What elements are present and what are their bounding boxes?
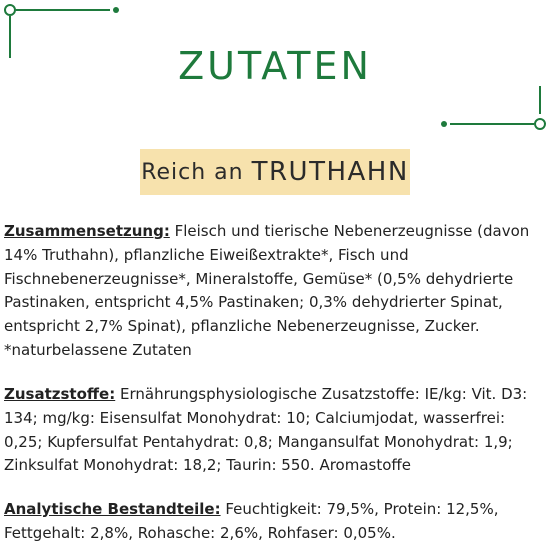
- composition-heading: Zusammensetzung:: [4, 222, 170, 240]
- additives-heading: Zusatzstoffe:: [4, 385, 116, 403]
- additives-text: Ernährungsphysiologische Zusatzstoffe: IE/kg: Vit. D3: 134; mg/kg: Eisensulfat Monohydrat: 10; Calciumjodat, wasserfrei: 0,25; Kupfersulfat Pentahydrat: 0,8; Mangansulfat Monohydrat: 1,9; Zinksulfat Monohydrat: 18,2; Taurin: 550. Aromastoffe: [4, 385, 528, 475]
- badge-emphasis: TRUTHAHN: [251, 157, 409, 187]
- badge-prefix: Reich an: [141, 159, 244, 185]
- analytics-text: Feuchtigkeit: 79,5%, Protein: 12,5%, Fettgehalt: 2,8%, Rohasche: 2,6%, Rohfaser: 0,05%.: [4, 500, 499, 542]
- composition-text: Fleisch und tierische Nebenerzeugnisse (davon 14% Truthahn), pflanzliche Eiweißextrakte*, Fisch und Fischnebenerzeugnisse*, Mineralstoffe, Gemüse* (0,5% dehydrierte Pastinaken, entspricht 4,5% Pastinaken; 0,3% dehydrierter Spinat, entspricht 2,7% Spinat), pflanzliche Nebenerzeugnisse, Zucker.: [4, 222, 530, 336]
- highlight-badge: [140, 149, 410, 195]
- analytics-section: [4, 498, 540, 546]
- composition-section: [4, 220, 540, 363]
- analytics-heading: Analytische Bestandteile:: [4, 500, 221, 518]
- additives-section: [4, 383, 540, 478]
- composition-note: *naturbelassene Zutaten: [4, 340, 192, 359]
- corner-ornament-icon: [430, 86, 550, 138]
- page-title: ZUTATEN: [178, 44, 372, 88]
